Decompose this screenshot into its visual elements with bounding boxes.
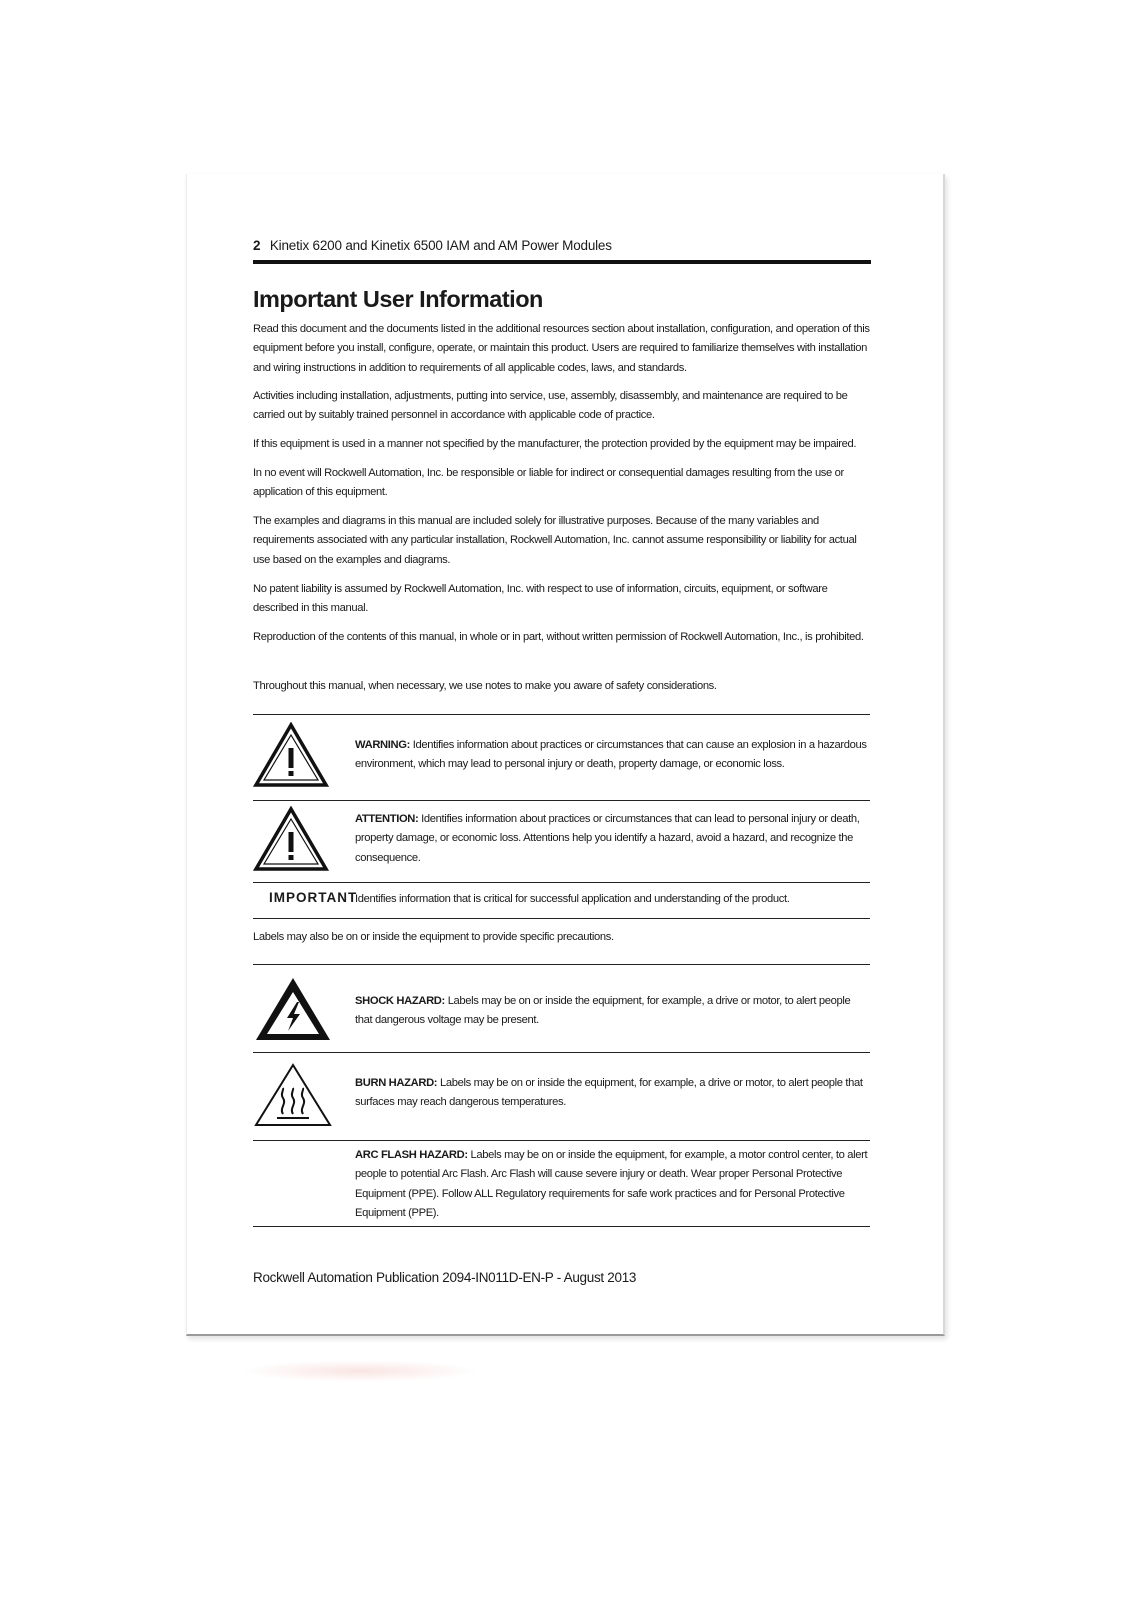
attention-notice <box>253 806 870 878</box>
running-head-title: Kinetix 6200 and Kinetix 6500 IAM and AM Power Modules <box>269 238 612 253</box>
page-title: Important User Information <box>253 286 543 312</box>
shock-hazard-text <box>355 992 869 1031</box>
warning-description: Identifies information about practices or circumstances that can cause an explosion in a hazardous environment, which may lead to personal injury or death, property damage, or economic loss. <box>355 739 867 771</box>
labels-intro: Labels may also be on or inside the equipment to provide specific precautions. <box>253 931 614 943</box>
paragraph-manner-not-specified: If this equipment is used in a manner not specified by the manufacturer, the protection provided by the equipment may be impaired. <box>253 438 857 450</box>
shock-hazard-icon <box>253 976 333 1042</box>
burn-hazard-description: Labels may be on or inside the equipment, for example, a drive or motor, to alert people that surfaces may reach dangerous temperatures. <box>355 1077 863 1109</box>
warning-notice <box>253 722 870 794</box>
burn-hazard-text <box>355 1074 869 1113</box>
divider <box>253 918 870 919</box>
paragraph-no-event: In no event will Rockwell Automation, Inc. be responsible or liable for indirect or consequential damages resulting from the use or application of this equipment. <box>253 467 844 499</box>
paragraph-examples: The examples and diagrams in this manual are included solely for illustrative purposes. Because of the many variables and requirements associated with any particular installation, Rockwell Automation, Inc. cannot assume responsibility or liability for actual use based on the examples and diagrams. <box>253 515 857 566</box>
running-head <box>253 238 870 253</box>
arc-flash-hazard-notice <box>253 1146 870 1230</box>
burn-hazard-icon <box>253 1062 333 1128</box>
shock-hazard-label: SHOCK HAZARD: <box>355 995 445 1007</box>
arc-flash-hazard-label: ARC FLASH HAZARD: <box>355 1149 468 1161</box>
arc-flash-hazard-description: Labels may be on or inside the equipment, for example, a motor control center, to alert people to potential Arc Flash. Arc Flash will cause severe injury or death. Wear proper Personal Protective Equipment (PPE). Follow ALL Regulatory requirements for safe work practices and for Personal Protective Equipment (PPE). <box>355 1149 868 1220</box>
divider <box>253 964 870 965</box>
paragraph-safety-notes: Throughout this manual, when necessary, we use notes to make you aware of safety considerations. <box>253 680 717 692</box>
attention-text <box>355 810 869 868</box>
page-number: 2 <box>253 238 261 253</box>
attention-triangle-icon <box>253 806 329 872</box>
divider <box>253 800 870 801</box>
paragraph-activities: Activities including installation, adjustments, putting into service, use, assembly, disassembly, and maintenance are required to be carried out by suitably trained personnel in accordance with applicable code of practice. <box>253 390 848 422</box>
burn-hazard-notice <box>253 1062 870 1134</box>
divider <box>253 714 870 715</box>
publication-footer: Rockwell Automation Publication 2094-IN011D-EN-P - August 2013 <box>253 1270 637 1285</box>
warning-text <box>355 736 869 775</box>
paragraph-read-document: Read this document and the documents listed in the additional resources section about installation, configuration, and operation of this equipment before you install, configure, operate, or maintain this product. Users are required to familiarize themselves with installation and wiring instructions in addition to requirements of all applicable codes, laws, and standards. <box>253 323 870 374</box>
warning-label: WARNING: <box>355 739 410 751</box>
burn-hazard-label: BURN HAZARD: <box>355 1077 438 1089</box>
divider <box>253 1052 870 1053</box>
attention-label: ATTENTION: <box>355 813 419 825</box>
scan-smudge <box>240 1360 480 1382</box>
shock-hazard-notice <box>253 976 870 1048</box>
divider <box>253 1226 870 1227</box>
attention-description: Identifies information about practices or circumstances that can lead to personal injury or death, property damage, or economic loss. Attentions help you identify a hazard, avoid a hazard, and recognize the consequence. <box>355 813 860 864</box>
paragraph-patent: No patent liability is assumed by Rockwell Automation, Inc. with respect to use of information, circuits, equipment, or software described in this manual. <box>253 583 828 615</box>
document-page <box>186 174 945 1336</box>
shock-hazard-description: Labels may be on or inside the equipment, for example, a drive or motor, to alert people that dangerous voltage may be present. <box>355 995 851 1027</box>
important-text: Identifies information that is critical for successful application and understanding of the product. <box>355 893 790 905</box>
divider <box>253 882 870 883</box>
header-rule <box>253 260 871 264</box>
warning-triangle-icon <box>253 722 329 788</box>
paragraph-reproduction: Reproduction of the contents of this manual, in whole or in part, without written permission of Rockwell Automation, Inc., is prohibited. <box>253 631 864 643</box>
divider <box>253 1140 870 1141</box>
arc-flash-hazard-text <box>355 1146 869 1224</box>
important-label: IMPORTANT <box>269 890 358 905</box>
